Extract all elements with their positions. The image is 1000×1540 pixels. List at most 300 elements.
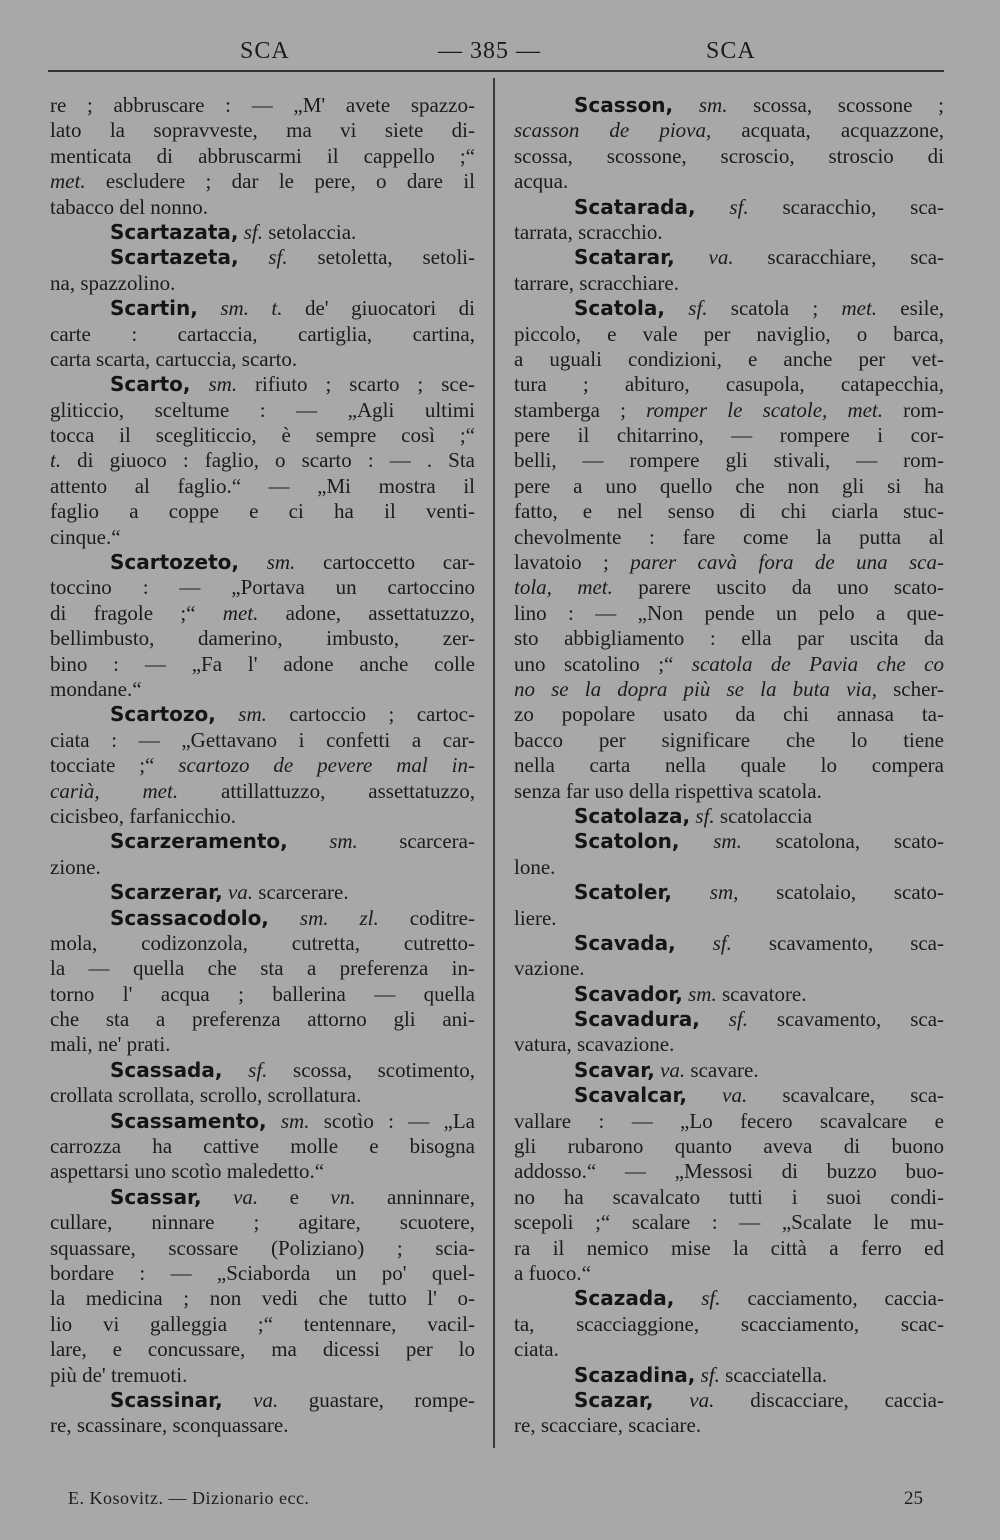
definition-text — [222, 1058, 248, 1082]
definition-text: adone, assettatuzzo, — [258, 600, 475, 625]
definition-text — [267, 1109, 281, 1133]
text-line — [514, 296, 944, 321]
text-line — [50, 1159, 475, 1184]
headword: Scatolon, — [574, 829, 680, 854]
italic-text: sf. — [243, 219, 263, 244]
text-line — [50, 906, 475, 931]
italic-text: sm. — [698, 93, 728, 117]
text-line — [514, 93, 944, 118]
headword: Scasson, — [574, 93, 674, 117]
definition-text: di giuoco : faglio, o scarto : — . Sta — [61, 448, 475, 473]
definition-text: aspettarsi uno scotìo maledetto.“ — [50, 1159, 325, 1184]
text-line — [50, 652, 475, 677]
text-line — [514, 245, 944, 270]
headword: Scatarar, — [574, 245, 675, 270]
definition-text — [239, 550, 267, 574]
italic-text: sm. — [266, 550, 296, 575]
definition-text: vatura, scavazione. — [514, 1032, 675, 1057]
italic-text: va. — [722, 1083, 748, 1108]
definition-text — [191, 372, 209, 396]
page-number: — 385 — — [438, 38, 541, 64]
definition-text: de' giuocatori di — [282, 296, 475, 321]
italic-text: sf. — [688, 296, 708, 321]
definition-text: stamberga ; — [514, 397, 647, 422]
definition-text: scarcera- — [357, 829, 475, 854]
definition-text: scaracchio, sca- — [748, 194, 944, 219]
text-line — [50, 931, 475, 956]
text-line — [50, 1134, 475, 1159]
text-line — [514, 474, 944, 499]
text-line — [514, 448, 944, 473]
definition-text: lare, e concussare, ma dicessi per lo — [50, 1337, 475, 1362]
definition-text: tocciate ;“ — [50, 753, 179, 778]
text-line — [50, 1058, 475, 1083]
definition-text: scavalcare, sca- — [747, 1083, 944, 1108]
headword: Scassacodolo, — [110, 905, 269, 930]
definition-text: torno l' acqua ; ballerina — quella — [50, 981, 475, 1006]
definition-text: e — [258, 1184, 331, 1209]
text-line — [50, 525, 475, 550]
definition-text: scatola ; — [707, 296, 842, 321]
text-line — [514, 855, 944, 880]
definition-text: lio vi galleggia ;“ tentennare, vacil- — [50, 1311, 475, 1336]
text-line — [50, 423, 475, 448]
text-line — [514, 1236, 944, 1261]
italic-text: sm. — [280, 1108, 310, 1133]
text-line — [50, 169, 475, 194]
italic-text: va. — [689, 1387, 715, 1412]
headword: Scavadura, — [574, 1007, 700, 1032]
definition-text — [672, 880, 710, 904]
text-line — [514, 1109, 944, 1134]
text-line — [514, 1388, 944, 1413]
text-line — [514, 601, 944, 626]
definition-text: tarrare, scracchiare. — [514, 270, 679, 295]
text-line — [50, 1007, 475, 1032]
definition-text: scacciatella. — [719, 1362, 828, 1387]
text-line — [50, 1261, 475, 1286]
text-line — [514, 677, 944, 702]
footer-author: E. Kosovitz. — Dizionario ecc. — [68, 1488, 310, 1508]
definition-text: chevolmente : fare come la putta al — [514, 524, 944, 549]
italic-text: sm. — [688, 981, 717, 1006]
headword: Scavador, — [574, 981, 683, 1006]
definition-text: na, spazzolino. — [50, 270, 176, 295]
definition-text: bordare : — „Sciaborda un po' quel- — [50, 1260, 475, 1285]
text-line — [514, 423, 944, 448]
definition-text: attillattuzzo, assettatuzzo, — [178, 778, 475, 803]
definition-text: cullare, ninnare ; agitare, scuotere, — [50, 1210, 475, 1235]
column-divider — [493, 78, 495, 1448]
italic-text: va. — [253, 1387, 279, 1412]
definition-text — [687, 1083, 722, 1107]
definition-text: a uguali condizioni, e anche per vet- — [514, 346, 944, 371]
definition-text: scavatore. — [716, 981, 807, 1006]
definition-text: cinque.“ — [50, 524, 121, 549]
text-line — [50, 448, 475, 473]
italic-text: va. — [233, 1184, 259, 1209]
text-line — [50, 829, 475, 854]
text-line — [514, 1058, 944, 1083]
text-line — [514, 982, 944, 1007]
text-line — [514, 1261, 944, 1286]
footer-signature-number: 25 — [904, 1488, 923, 1509]
italic-text: scatola de Pavia che co — [691, 651, 944, 676]
text-line — [514, 347, 944, 372]
italic-text: sm. — [713, 829, 742, 854]
text-line — [50, 322, 475, 347]
definition-text: carte : cartaccia, cartiglia, cartina, — [50, 321, 475, 346]
text-line — [50, 880, 475, 905]
definition-text: vazione. — [514, 956, 585, 981]
definition-text — [223, 1388, 253, 1412]
text-line — [514, 398, 944, 423]
definition-text: menticata di abbruscarmi il cappello ;“ — [50, 143, 475, 168]
italic-text: t. — [50, 448, 62, 473]
headword: Scavalcar, — [574, 1083, 688, 1108]
definition-text: gliticcio, sceltume : — „Agli ultimi — [50, 397, 475, 422]
text-line — [514, 1083, 944, 1108]
text-line — [50, 753, 475, 778]
text-line — [50, 474, 475, 499]
definition-text — [653, 1388, 689, 1412]
definition-text: setoletta, setoli- — [287, 245, 475, 270]
definition-text: carrozza ha cattive molle e bisogna — [50, 1134, 475, 1159]
italic-text: romper le scatole, met. — [646, 397, 884, 422]
definition-text: tocca il scegliticcio, è sempre così ;“ — [50, 423, 475, 448]
text-line — [50, 1210, 475, 1235]
text-line — [50, 245, 475, 270]
headword: Scartazata, — [110, 219, 239, 244]
text-line — [514, 1159, 944, 1184]
right-column — [514, 93, 944, 1439]
text-line — [50, 220, 475, 245]
definition-text: mondane.“ — [50, 676, 142, 701]
text-line — [50, 347, 475, 372]
definition-text — [198, 296, 220, 320]
definition-text: belli, — rompere gli stivali, — rom- — [514, 448, 944, 473]
definition-text: scarcerare. — [253, 880, 349, 905]
italic-text: sm. t. — [220, 296, 283, 321]
definition-text — [269, 906, 300, 930]
definition-text: gli rubarono quanto aveva di buono — [514, 1134, 944, 1159]
text-line — [514, 499, 944, 524]
headword: Scartazeta, — [110, 245, 239, 270]
definition-text: vallare : — „Lo fecero scavalcare e — [514, 1108, 944, 1133]
definition-text: tabacco del nonno. — [50, 194, 209, 219]
text-line — [50, 982, 475, 1007]
definition-text: sto abbigliamento : ella par uscita da — [514, 626, 944, 651]
italic-text: sm. — [238, 702, 267, 727]
definition-text — [680, 829, 714, 853]
italic-text: va. — [227, 880, 254, 905]
text-line — [514, 1413, 944, 1438]
definition-text: discacciare, caccia- — [714, 1387, 944, 1412]
definition-text: a fuoco.“ — [514, 1260, 591, 1285]
text-line — [514, 829, 944, 854]
definition-text: ciata : — „Gettavano i confetti a car- — [50, 727, 475, 752]
left-column — [50, 93, 475, 1439]
definition-text: bacco per significare che lo tiene — [514, 727, 944, 752]
definition-text: scossa, scossone, scroscio, stroscio di — [514, 143, 944, 168]
definition-text: re, scacciare, scaciare. — [514, 1413, 702, 1438]
text-line — [514, 931, 944, 956]
definition-text: crollata scrollata, scrollo, scrollatura. — [50, 1083, 362, 1108]
definition-text: no ha scavalcato tutti i suoi condi- — [514, 1184, 944, 1209]
definition-text: scavare. — [685, 1057, 759, 1082]
text-line — [50, 144, 475, 169]
text-line — [514, 1185, 944, 1210]
definition-text: re, scassinare, sconquassare. — [50, 1413, 289, 1438]
italic-text: scartozo de pevere mal in- — [178, 753, 475, 778]
definition-text: escludere ; dar le pere, o dare il — [85, 169, 475, 194]
italic-text: sf. — [700, 1362, 720, 1387]
italic-text: carià, met. — [50, 778, 179, 803]
text-line — [514, 271, 944, 296]
italic-text: vn. — [330, 1184, 356, 1209]
text-line — [50, 118, 475, 143]
italic-text: sf. — [728, 1007, 748, 1032]
text-line — [50, 575, 475, 600]
definition-text: bellimbusto, damerino, imbusto, zer- — [50, 626, 475, 651]
text-line — [514, 372, 944, 397]
headword: Scassamento, — [110, 1108, 267, 1133]
text-line — [514, 804, 944, 829]
definition-text: faglio a coppe e ci ha il venti- — [50, 499, 475, 524]
text-line — [514, 906, 944, 931]
definition-text: acqua. — [514, 169, 569, 194]
text-line — [50, 1083, 475, 1108]
text-line — [514, 1134, 944, 1159]
definition-text: bino : — „Fa l' adone anche colle — [50, 651, 475, 676]
text-line — [50, 1236, 475, 1261]
text-line — [514, 169, 944, 194]
definition-text: lavatoio ; — [514, 550, 631, 575]
headword: Scassada, — [110, 1057, 223, 1082]
text-line — [50, 956, 475, 981]
italic-text: sf. — [248, 1057, 268, 1082]
header-left-guideword: SCA — [240, 38, 290, 64]
italic-text: va. — [660, 1057, 686, 1082]
headword: Scavada, — [574, 930, 676, 955]
definition-text: addosso.“ — „Messosi di buzzo buo- — [514, 1159, 944, 1184]
text-line — [514, 1363, 944, 1388]
text-line — [50, 1363, 475, 1388]
definition-text: scepoli ;“ scalare : — „Scalate le mu- — [514, 1210, 944, 1235]
headword: Scatarada, — [574, 194, 696, 219]
definition-text: cartoccetto car- — [295, 550, 475, 575]
text-line — [50, 296, 475, 321]
text-line — [514, 575, 944, 600]
text-line — [50, 1109, 475, 1134]
italic-text: sf. — [268, 245, 288, 270]
italic-text: sf. — [701, 1286, 721, 1311]
definition-text: scatolaccia — [714, 803, 813, 828]
definition-text: tura ; abituro, casupola, catapecchia, — [514, 372, 944, 397]
text-line — [514, 753, 944, 778]
definition-text: squassare, scossare (Poliziano) ; scia- — [50, 1235, 475, 1260]
definition-text — [288, 829, 329, 853]
definition-text: la — quella che sta a preferenza in- — [50, 956, 475, 981]
italic-text: no se la dopra più se la buta via, — [514, 676, 877, 701]
text-line — [514, 728, 944, 753]
text-line — [50, 626, 475, 651]
definition-text: ciata. — [514, 1337, 559, 1362]
definition-text: re ; abbruscare : — „M' avete spazzo- — [50, 93, 475, 117]
definition-text: di fragole ;“ — [50, 600, 223, 625]
text-line — [514, 1007, 944, 1032]
definition-text: ta, scacciaggione, scacciamento, scac- — [514, 1311, 944, 1336]
definition-text: senza far uso della rispettiva scatola. — [514, 778, 822, 803]
italic-text: sm. — [329, 829, 358, 854]
italic-text: met. — [222, 600, 259, 625]
text-line — [514, 144, 944, 169]
definition-text — [665, 296, 688, 320]
definition-text — [674, 1286, 701, 1310]
definition-text: zo popolare usato da chi annasa ta- — [514, 702, 944, 727]
text-line — [514, 550, 944, 575]
italic-text: tola, met. — [514, 575, 613, 600]
headword: Scarto, — [110, 372, 191, 397]
definition-text: scaracchiare, sca- — [733, 245, 944, 270]
text-line — [514, 118, 944, 143]
headword: Scarzeramento, — [110, 829, 288, 854]
text-line — [50, 1286, 475, 1311]
italic-text: va. — [708, 245, 734, 270]
definition-text: guastare, rompe- — [278, 1387, 475, 1412]
text-line — [514, 626, 944, 651]
headword: Scatolaza, — [574, 803, 691, 828]
definition-text: scher- — [876, 676, 944, 701]
definition-text: piccolo, e vale per naviglio, o barca, — [514, 321, 944, 346]
headword: Scazar, — [574, 1387, 654, 1412]
definition-text: pere il chitarrino, — rompere i cor- — [514, 423, 944, 448]
definition-text: scossa, scotimento, — [267, 1057, 475, 1082]
headword: Scassar, — [110, 1184, 202, 1209]
definition-text — [676, 931, 713, 955]
headword: Scartozeto, — [110, 550, 240, 575]
definition-text: esile, — [877, 296, 944, 321]
headword: Scatoler, — [574, 880, 672, 905]
definition-text: che sta a preferenza attorno gli ani- — [50, 1007, 475, 1032]
text-line — [50, 398, 475, 423]
text-line — [50, 804, 475, 829]
definition-text — [239, 245, 269, 269]
text-line — [50, 93, 475, 118]
text-line — [514, 880, 944, 905]
definition-text: più de' tremuoti. — [50, 1362, 188, 1387]
definition-text — [673, 93, 699, 117]
text-line — [514, 702, 944, 727]
header-right-guideword: SCA — [706, 38, 756, 64]
text-line — [50, 702, 475, 727]
definition-text: scatolona, scato- — [741, 829, 944, 854]
italic-text: sm. — [208, 372, 238, 397]
text-line — [514, 195, 944, 220]
definition-text: scavamento, sca- — [748, 1007, 944, 1032]
text-line — [50, 779, 475, 804]
text-line — [514, 652, 944, 677]
definition-text: cicisbeo, farfanicchio. — [50, 803, 236, 828]
definition-text: fatto, e nel senso di chi ciarla stuc- — [514, 499, 944, 524]
text-line — [514, 322, 944, 347]
italic-text: met. — [841, 296, 878, 321]
definition-text: scatolaio, scato- — [738, 880, 944, 905]
definition-text: scossa, scossone ; — [727, 93, 944, 117]
text-line — [514, 1337, 944, 1362]
definition-text: anninnare, — [355, 1184, 475, 1209]
headword: Scartozo, — [110, 702, 216, 727]
text-line — [50, 1388, 475, 1413]
definition-text — [696, 195, 730, 219]
text-line — [50, 1413, 475, 1438]
definition-text: attento al faglio.“ — „Mi mostra il — [50, 473, 475, 498]
definition-text: toccino : — „Portava un cartoccino — [50, 575, 475, 600]
definition-text: tarrata, scracchio. — [514, 219, 663, 244]
text-line — [50, 1185, 475, 1210]
definition-text — [675, 245, 709, 269]
text-line — [50, 1337, 475, 1362]
text-line — [514, 1032, 944, 1057]
text-line — [50, 1312, 475, 1337]
text-line — [514, 1210, 944, 1235]
text-line — [50, 499, 475, 524]
definition-text: coditre- — [378, 905, 475, 930]
italic-text: sf. — [695, 803, 715, 828]
text-line — [50, 372, 475, 397]
definition-text: rifiuto ; scarto ; sce- — [237, 372, 475, 397]
text-line — [514, 779, 944, 804]
text-line — [50, 677, 475, 702]
text-line — [514, 956, 944, 981]
definition-text: parere uscito da uno scato- — [612, 575, 944, 600]
italic-text: sf. — [729, 194, 749, 219]
header-rule — [48, 70, 944, 72]
text-line — [514, 220, 944, 245]
definition-text: cartoccio ; cartoc- — [266, 702, 475, 727]
italic-text: sm. zl. — [299, 905, 379, 930]
text-line — [50, 550, 475, 575]
definition-text: acquata, acquazzone, — [711, 118, 944, 143]
text-line — [514, 1312, 944, 1337]
text-line — [50, 855, 475, 880]
definition-text: zione. — [50, 854, 101, 879]
definition-text: lino : — „Non pende un pelo a que- — [514, 600, 944, 625]
definition-text: cacciamento, caccia- — [720, 1286, 944, 1311]
text-line — [514, 525, 944, 550]
italic-text: scasson de piova, — [514, 118, 712, 143]
italic-text: met. — [50, 169, 86, 194]
headword: Scavar, — [574, 1057, 655, 1082]
italic-text: sf. — [712, 930, 732, 955]
definition-text: mali, ne' prati. — [50, 1032, 171, 1057]
definition-text: pere a uno quello che non gli si ha — [514, 473, 944, 498]
definition-text: ra il nemico mise la città a ferro ed — [514, 1235, 944, 1260]
definition-text: nella carta nella quale lo compera — [514, 753, 944, 778]
definition-text: uno scatolino ;“ — [514, 651, 692, 676]
definition-text: scavamento, sca- — [731, 930, 944, 955]
definition-text: lato la sopravveste, ma vi siete di- — [50, 118, 475, 143]
text-line — [50, 728, 475, 753]
headword: Scassinar, — [110, 1387, 223, 1412]
headword: Scatola, — [574, 296, 666, 321]
definition-text — [700, 1007, 729, 1031]
definition-text: la medicina ; non vedi che tutto l' o- — [50, 1286, 475, 1311]
text-line — [514, 1286, 944, 1311]
headword: Scartin, — [110, 296, 198, 321]
definition-text: scotìo : — „La — [309, 1108, 475, 1133]
definition-text: lone. — [514, 854, 556, 879]
